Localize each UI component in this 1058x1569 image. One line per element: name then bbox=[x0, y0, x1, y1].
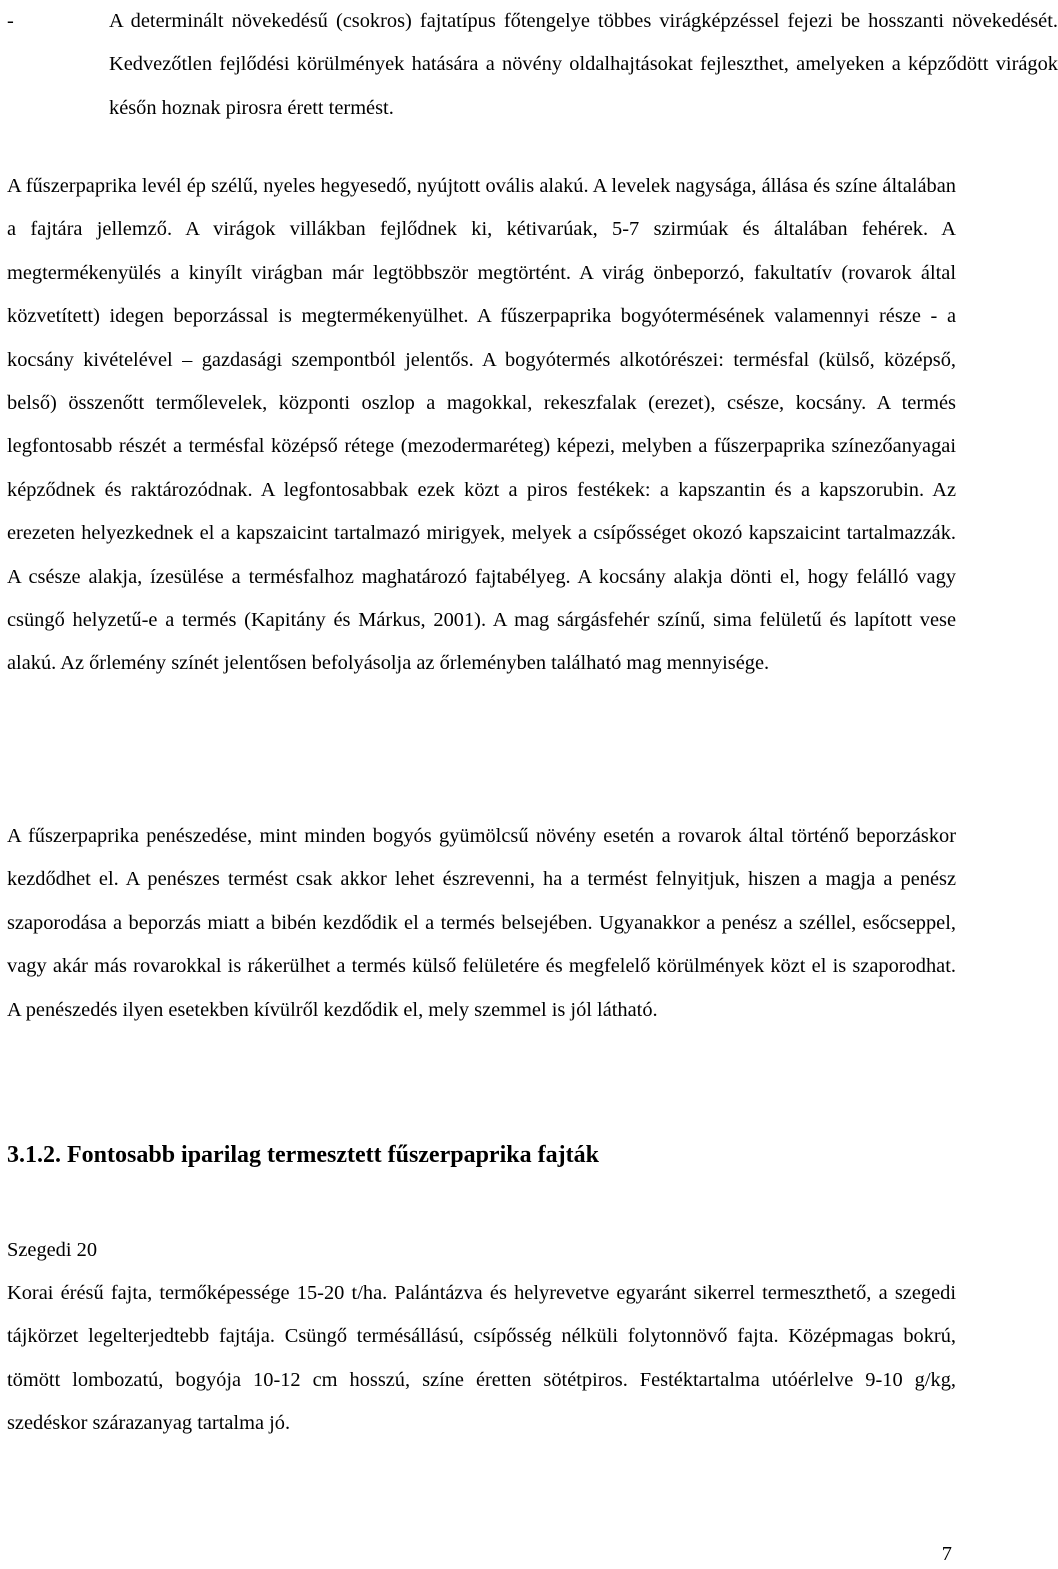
bullet-dash: - bbox=[7, 10, 14, 32]
variety-description: Korai érésű fajta, termőképessége 15-20 t/ha. Palántázva és helyrevetve egyaránt sikerrel termeszthető, a szegedi tájkörzet legelterjedtebb fajtája. Csüngő termésállású, csípősség nélküli folytonnövő fajta. Középmagas bokrú, tömött lombozatú, bogyója 10-12 cm hosszú, színe éretten sötétpiros. Festéktartalma utóérlelve 9-10 g/kg, szedéskor szárazanyag tartalma jó. bbox=[7, 1282, 956, 1435]
variety-name: Szegedi 20 bbox=[7, 1239, 98, 1261]
bullet-paragraph bbox=[7, 0, 1058, 130]
paragraph-morphology: A fűszerpaprika levél ép szélű, nyeles hegyesedő, nyújtott ovális alakú. A levelek nagysága, állása és színe általában a fajtára jellemző. A virágok villákban fejlődnek ki, kétivarúak, 5-7 szirmúak és általában fehérek. A megtermékenyülés a kinyílt virágban már legtöbbször megtörtént. A virág önbeporzó, fakultatív (rovarok által közvetített) idegen beporzással is megtermékenyülhet. A fűszerpaprika bogyótermésének valamennyi része - a kocsány kivételével – gazdasági szempontból jelentős. A bogyótermés alkotórészei: termésfal (külső, középső, belső) összenőtt termőlevelek, központi oszlop a magokkal, rekeszfalak (erezet), csésze, kocsány. A termés legfontosabb részét a termésfal középső rétege (mezodermaréteg) képezi, melyben a fűszerpaprika színezőanyagai képződnek és raktározódnak. A legfontosabbak ezek közt a piros festékek: a kapszantin és a kapszorubin. Az erezeten helyezkednek el a kapszaicint tartalmazó mirigyek, melyek a csípősséget okozó kapszaicint tartalmazzák. A csésze alakja, ízesülése a termésfalhoz maghatározó fajtabélyeg. A kocsány alakja dönti el, hogy felálló vagy csüngő helyzetű-e a termés (Kapitány és Márkus, 2001). A mag sárgásfehér színű, sima felületű és lapított vese alakú. Az őrlemény színét jelentősen befolyásolja az őrleményben található mag mennyisége. bbox=[7, 175, 956, 675]
bullet-text: A determinált növekedésű (csokros) fajtatípus főtengelye többes virágképzéssel fejezi be hosszanti növekedését. Kedvezőtlen fejlődési körülmények hatására a növény oldalhajtásokat fejleszthet, amelyeken a képződött virágok későn hoznak pirosra érett termést. bbox=[109, 10, 1058, 119]
section-heading: 3.1.2. Fontosabb iparilag termesztett fűszerpaprika fajták bbox=[7, 1142, 599, 1168]
page-number: 7 bbox=[941, 1543, 952, 1565]
paragraph-mold: A fűszerpaprika penészedése, mint minden bogyós gyümölcsű növény esetén a rovarok által történő beporzáskor kezdődhet el. A penészes termést csak akkor lehet észrevenni, ha a termést felnyitjuk, hiszen a magja a penész szaporodása a beporzás miatt a bibén kezdődik el a termés belsejében. Ugyanakkor a penész a széllel, esőcseppel, vagy akár más rovarokkal is rákerülhet a termés külső felületére és megfelelő körülmények közt el is szaporodhat. A penészedés ilyen esetekben kívülről kezdődik el, mely szemmel is jól látható. bbox=[7, 825, 956, 1021]
